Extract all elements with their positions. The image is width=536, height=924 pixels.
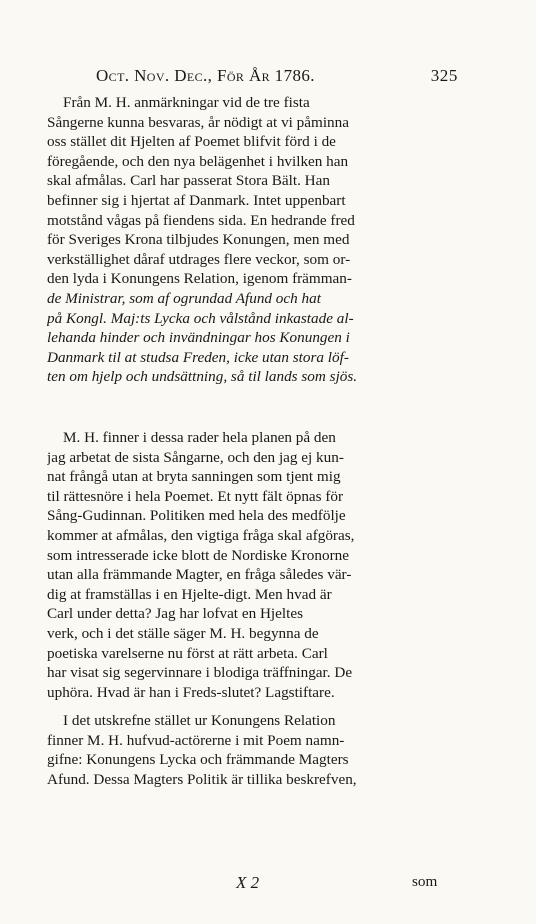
page-number: 325 (430, 66, 458, 85)
text-line: har visat sig segervinnare i blodiga träffningar. De (47, 664, 353, 682)
text-line: gifne: Konungens Lycka och främmande Magters (47, 751, 349, 769)
text-line: oss stället dit Hjelten af Poemet blifvit förd i de (47, 133, 336, 151)
text-line: poetiska varelserne nu först at rätt arbeta. Carl (47, 644, 328, 662)
text-line: kommer at afmålas, den vigtiga fråga skal afgöras, (47, 526, 355, 544)
text-line: Danmark til at studsa Freden, icke utan stora löf- (47, 348, 349, 366)
text-line: Sång-Gudinnan. Politiken med hela des medfölje (47, 507, 346, 525)
signature-mark: X 2 (236, 873, 260, 892)
text-line: ten om hjelp och undsättning, så til lands som sjös. (47, 368, 358, 386)
text-line: verk, och i det ställe säger M. H. begynna de (47, 624, 319, 642)
text-line: skal afmålas. Carl har passerat Stora Bält. Han (47, 172, 330, 190)
paragraph-2 (47, 428, 447, 702)
text-line: befinner sig i hjertat af Danmark. Intet uppenbart (47, 191, 346, 209)
text-line: jag arbetat de sista Sångarne, och den jag ej kun- (47, 448, 344, 466)
text-line: lehanda hinder och invändningar hos Konungen i (47, 329, 350, 347)
text-line: motstånd vågas på fiendens sida. En hedrande fred (47, 211, 355, 229)
header-title: Oct. Nov. Dec., För År 1786. (96, 66, 315, 85)
text-line: nat frångå utan at bryta sanningen som tjent mig (47, 468, 341, 486)
running-header (96, 66, 458, 86)
text-line: finner M. H. hufvud-actörerne i mit Poem namn- (47, 731, 345, 749)
text-line: som intresserade icke blott de Nordiske Kronorne (47, 546, 349, 564)
text-line: verkställighet dåraf utdrages flere veckor, som or- (47, 250, 351, 268)
text-line: M. H. finner i dessa rader hela planen på den (63, 429, 336, 446)
text-line: dig at framställas i en Hjelte-digt. Men hvad är (47, 585, 332, 603)
text-line: Afund. Dessa Magters Politik är tillika beskrefven, (47, 770, 357, 788)
text-line: den lyda i Konungens Relation, igenom främman- (47, 270, 352, 288)
text-line: utan alla främmande Magter, en fråga således vär- (47, 566, 352, 584)
text-line: på Kongl. Maj:ts Lycka och vålstånd inkastade al- (47, 309, 354, 327)
text-line: föregående, och den nya belägenhet i hvilken han (47, 152, 349, 170)
catchword: som (412, 873, 438, 890)
text-line: för Sveriges Krona tilbjudes Konungen, men med (47, 231, 350, 249)
text-line: Carl under detta? Jag har lofvat en Hjeltes (47, 605, 303, 623)
text-line: uphöra. Hvad är han i Freds-slutet? Lagstiftare. (47, 683, 335, 701)
text-line: til rättesnöre i hela Poemet. Et nytt fält öpnas för (47, 487, 344, 505)
paragraph-1 (47, 93, 447, 387)
paragraph-3 (47, 711, 447, 789)
text-line: de Ministrar, som af ogrundad Afund och hat (47, 289, 321, 307)
text-line: I det utskrefne stället ur Konungens Relation (63, 712, 336, 729)
text-line: Från M. H. anmärkningar vid de tre fista (63, 94, 310, 111)
text-line: Sångerne kunna besvaras, år nödigt at vi påminna (47, 113, 349, 131)
